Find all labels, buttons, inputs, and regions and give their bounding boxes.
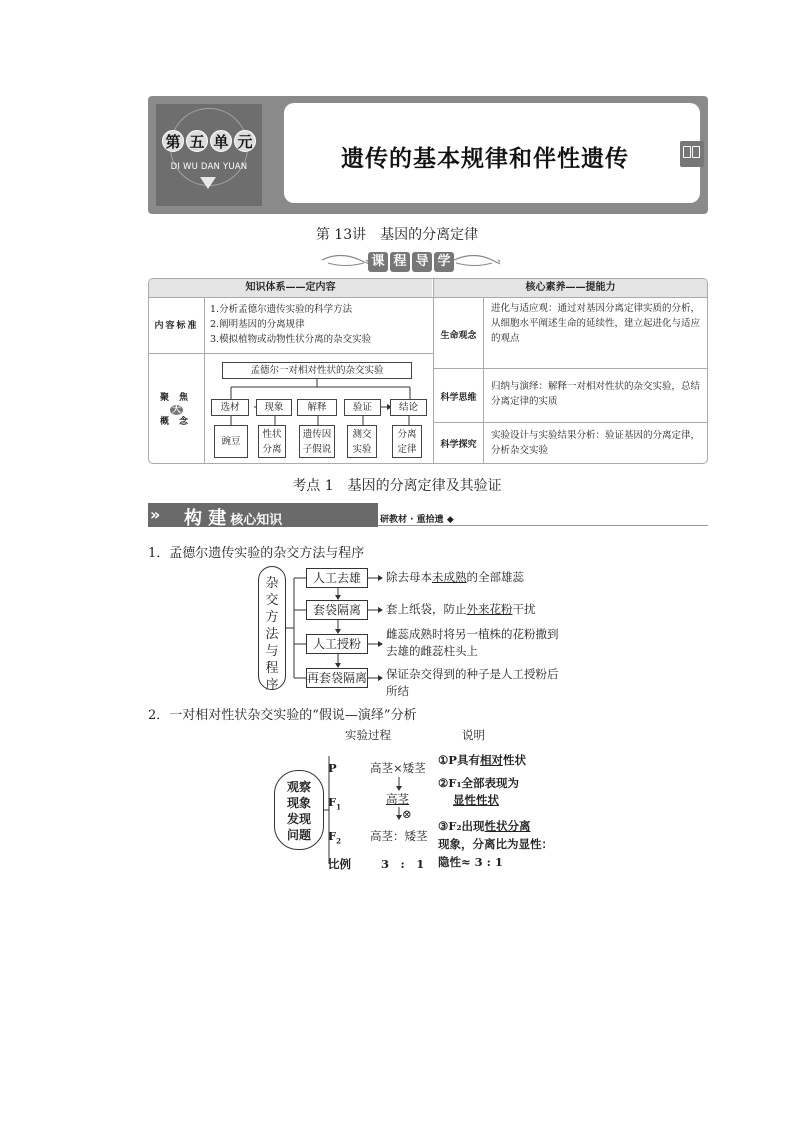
gen-label: $F_1$	[328, 795, 342, 812]
column-header: 实验过程	[345, 728, 391, 742]
desc-key: 外来花粉	[466, 602, 513, 616]
step-desc	[386, 601, 536, 618]
label-part: 概念	[160, 417, 199, 427]
guide-char: 课	[368, 252, 388, 272]
note-3-line2: 现象，分离比为显性：	[438, 837, 553, 851]
literacy-label: 科学探究	[440, 440, 477, 450]
standards-list	[210, 302, 430, 347]
note-2: ②F₁全部表现为	[438, 776, 520, 790]
step-box: 再套袋隔离	[306, 668, 368, 688]
standard-item: 3.模拟植物或动物性状分离的杂交实验	[210, 334, 372, 345]
table-header-right: 核心素养——提能力	[434, 279, 707, 297]
desc-text: 干扰	[512, 602, 536, 616]
divider	[149, 297, 707, 298]
step-box: 人工去雄	[306, 568, 368, 588]
concept-step: 验证	[344, 399, 381, 416]
concept-step: 现象	[256, 399, 292, 416]
oval-char: 方	[265, 610, 279, 625]
note-key: 相对	[479, 753, 503, 767]
oval-char: 序	[265, 678, 279, 693]
note-1	[438, 752, 526, 768]
concept-result: 测交实验	[347, 425, 377, 458]
standard-item: 2.阐明基因的分离规律	[210, 319, 305, 330]
concept-top-box: 孟德尔一对相对性状的杂交实验	[222, 362, 412, 379]
label-part: 大	[172, 405, 182, 415]
row-label-concept	[160, 392, 200, 428]
oval-char: 与	[265, 644, 279, 659]
double-chevron-icon: »	[150, 505, 161, 524]
unit-char: 单	[210, 130, 232, 152]
note-key: 性状分离	[484, 819, 531, 833]
column-header: 说明	[462, 728, 485, 742]
oval-line: 现象	[286, 796, 311, 810]
literacy-text: 归纳与演绎：解释一对相对性状的杂交实验，总结分离定律的实质	[491, 381, 701, 407]
subheading-2: 2．一对相对性状杂交实验的“假说—演绎”分析	[148, 708, 417, 723]
note-text: ③F₂出现	[438, 819, 485, 833]
note-3	[438, 818, 531, 834]
oval-char: 交	[265, 593, 279, 608]
selfing-icon: ⊗	[402, 807, 412, 821]
oval-line: 观察	[286, 780, 311, 794]
unit-pinyin: DI WU DAN YUAN	[170, 162, 248, 172]
concept-result: 豌豆	[214, 425, 248, 458]
divider	[378, 525, 708, 526]
divider	[149, 353, 433, 354]
note-3-line3: 隐性≈ 3 : 1	[438, 855, 503, 869]
step-desc	[386, 666, 559, 700]
section-title: 考点 1 基因的分离定律及其验证	[292, 478, 502, 494]
oval-line: 问题	[286, 828, 311, 842]
build-heading-sub: 核心知识	[230, 513, 283, 528]
gen-label: P	[328, 761, 337, 775]
divider	[434, 368, 707, 369]
desc-text: 雌蕊成熟时将另一植株的花粉撒到	[386, 627, 559, 641]
step-box: 人工授粉	[306, 634, 368, 654]
book-icon	[680, 141, 704, 167]
guide-heading	[366, 250, 456, 272]
observe-oval	[274, 770, 324, 850]
p-cross: 高茎×矮茎	[370, 761, 426, 775]
f2-phenotype: 高茎：矮茎	[370, 829, 428, 843]
unit-char: 元	[234, 130, 256, 152]
ratio: 3 : 1	[381, 857, 425, 871]
concept-step: 解释	[297, 399, 337, 416]
oval-char: 程	[265, 661, 279, 676]
divider	[434, 422, 707, 423]
note-2-key: 显性性状	[453, 793, 499, 807]
oval-char: 杂	[265, 576, 279, 591]
build-heading-main: 构 建	[184, 508, 227, 529]
literacy-label: 生命观念	[440, 331, 477, 341]
unit-char: 五	[186, 130, 208, 152]
subheading-1: 1．孟德尔遗传实验的杂交方法与程序	[148, 546, 365, 561]
gen-label: 比例	[328, 857, 351, 871]
row-label-standards: 内容标准	[154, 321, 199, 331]
step-box: 套袋隔离	[306, 600, 368, 620]
step-desc	[386, 626, 559, 660]
label-part: 聚焦	[160, 393, 199, 403]
table-header-left: 知识体系——定内容	[149, 279, 432, 297]
unit-title	[160, 130, 258, 152]
concept-result: 性状分离	[258, 425, 286, 458]
guide-char: 学	[434, 252, 454, 272]
lecture-title: 第 13讲 基因的分离定律	[315, 227, 479, 243]
note-text: ①P具有	[438, 753, 480, 767]
concept-result: 遗传因子假说	[299, 425, 335, 458]
oval-line: 发现	[286, 812, 311, 826]
oval-char: 法	[265, 627, 279, 642]
concept-step: 结论	[390, 399, 427, 416]
divider	[433, 279, 434, 463]
desc-text: 套上纸袋，防止	[386, 602, 467, 616]
desc-text: 的全部雄蕊	[466, 570, 524, 584]
guide-char: 导	[412, 252, 432, 272]
note-text: 性状	[502, 753, 526, 767]
gen-label: $F_2$	[328, 829, 342, 846]
desc-text: 所结	[386, 684, 409, 698]
literacy-text: 实验设计与实验结果分析：验证基因的分离定律，分析杂交实验	[491, 430, 701, 456]
concept-step: 选材	[211, 399, 249, 416]
concept-result: 分离定律	[392, 425, 422, 458]
desc-text: 除去母本	[386, 570, 432, 584]
triangle-down-icon	[200, 177, 216, 189]
desc-key: 未成熟	[432, 570, 467, 584]
build-heading	[184, 504, 282, 530]
build-tagline: 研教材 · 重拾遗 ◆	[380, 515, 454, 525]
page-title: 遗传的基本规律和伴性遗传	[341, 146, 629, 172]
divider	[483, 297, 484, 463]
literacy-label: 科学思维	[440, 393, 477, 403]
standard-item: 1.分析孟德尔遗传实验的科学方法	[210, 304, 353, 315]
literacy-text: 进化与适应观：通过对基因分离定律实质的分析，从细胞水平阐述生命的延续性，建立起进化与适应的观点	[491, 303, 701, 344]
unit-char: 第	[162, 130, 184, 152]
desc-text: 去雄的雌蕊柱头上	[386, 644, 478, 658]
method-oval	[258, 566, 286, 693]
desc-text: 保证杂交得到的种子是人工授粉后	[386, 667, 559, 681]
f1-phenotype: 高茎	[386, 792, 409, 806]
step-desc	[386, 569, 524, 586]
guide-char: 程	[390, 252, 410, 272]
